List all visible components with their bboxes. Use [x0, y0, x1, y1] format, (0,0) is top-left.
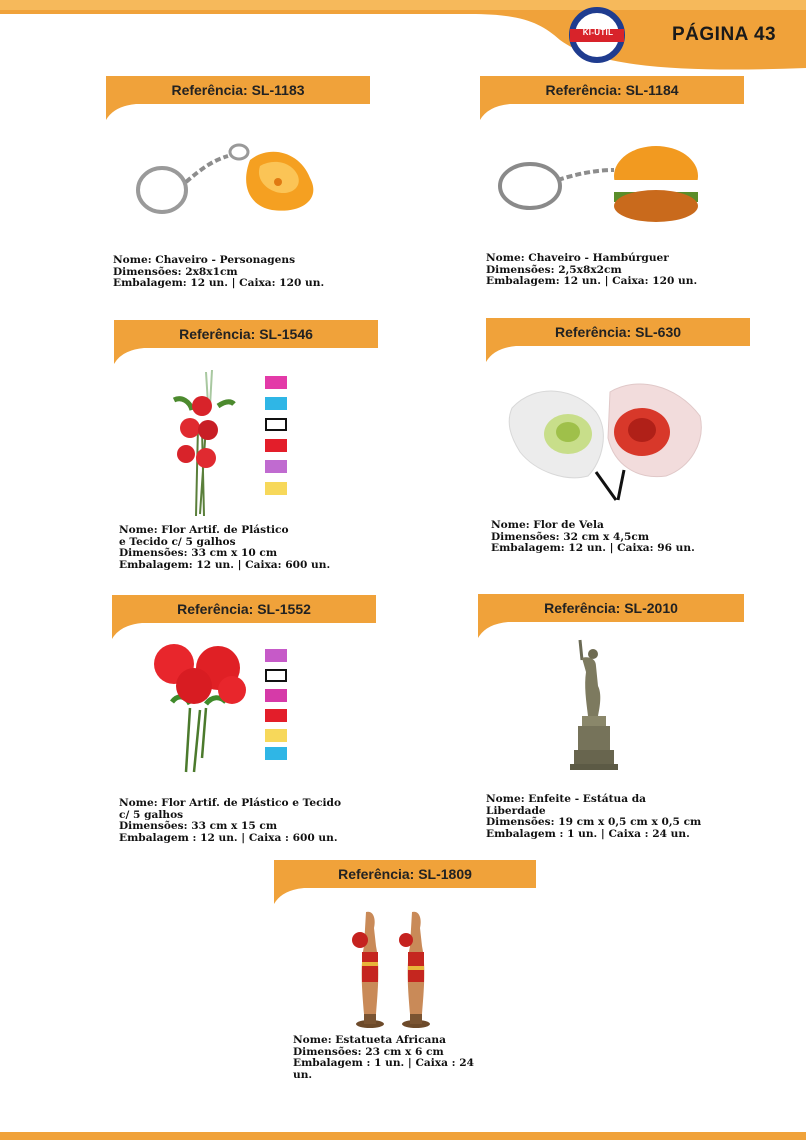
- product-description: Nome: Flor de Vela Dimensões: 32 cm x 4,5cm Embalagem: 12 un. | Caixa: 96 un.: [491, 519, 695, 554]
- artificial-carnation-icon: [150, 638, 254, 778]
- logo-text: KI-UTIL: [582, 28, 614, 37]
- reference-label: Referência: SL-2010: [544, 600, 678, 616]
- reference-label: Referência: SL-1552: [177, 601, 311, 617]
- product-description: Nome: Flor Artif. de Plástico e Tecido c/ 5 galhos Dimensões: 33 cm x 10 cm Embalagem: 12 un. | Caixa: 600 un.: [119, 524, 331, 571]
- color-swatch: [265, 649, 287, 662]
- reference-banner: [274, 860, 536, 904]
- reference-banner: [112, 595, 376, 639]
- reference-label: Referência: SL-1183: [171, 82, 305, 98]
- candle-flower-icon: [506, 372, 708, 502]
- statue-of-liberty-icon: [566, 636, 622, 772]
- color-swatch: [265, 397, 287, 410]
- color-swatch: [265, 376, 287, 389]
- color-swatch: [265, 747, 287, 760]
- product-description: Nome: Enfeite - Estátua da Liberdade Dimensões: 19 cm x 0,5 cm x 0,5 cm Embalagem : 1 un. | Caixa : 24 un.: [486, 793, 702, 840]
- page-number: PÁGINA 43: [672, 24, 777, 45]
- reference-banner: [114, 320, 378, 364]
- product-description: Nome: Chaveiro - Hambúrguer Dimensões: 2,5x8x2cm Embalagem: 12 un. | Caixa: 120 un.: [486, 252, 698, 287]
- product-description: Nome: Chaveiro - Personagens Dimensões: 2x8x1cm Embalagem: 12 un. | Caixa: 120 un.: [113, 254, 325, 289]
- footer-bar: [0, 1132, 806, 1140]
- keychain-hamburger-icon: [496, 140, 706, 230]
- reference-label: Referência: SL-630: [554, 324, 682, 340]
- reference-banner: [106, 76, 370, 120]
- color-swatch: [265, 439, 287, 452]
- reference-banner: [478, 594, 744, 638]
- color-swatch: [265, 709, 287, 722]
- color-swatch: [265, 669, 287, 682]
- african-statuette-icon: [346, 906, 442, 1030]
- product-description: Nome: Flor Artif. de Plástico e Tecido c/ 5 galhos Dimensões: 33 cm x 15 cm Embalagem : 12 un. | Caixa : 600 un.: [119, 797, 342, 844]
- reference-label: Referência: SL-1184: [545, 82, 679, 98]
- color-swatch: [265, 729, 287, 742]
- color-swatch: [265, 418, 287, 431]
- reference-label: Referência: SL-1546: [179, 326, 313, 342]
- color-swatch: [265, 460, 287, 473]
- artificial-rose-icon: [168, 366, 238, 524]
- reference-banner: [480, 76, 744, 120]
- color-swatch: [265, 482, 287, 495]
- color-swatch: [265, 689, 287, 702]
- keychain-character-icon: [132, 138, 332, 222]
- reference-banner: [486, 318, 750, 362]
- product-description: Nome: Estatueta Africana Dimensões: 23 cm x 6 cm Embalagem : 1 un. | Caixa : 24 un.: [293, 1034, 474, 1081]
- reference-label: Referência: SL-1809: [338, 866, 472, 882]
